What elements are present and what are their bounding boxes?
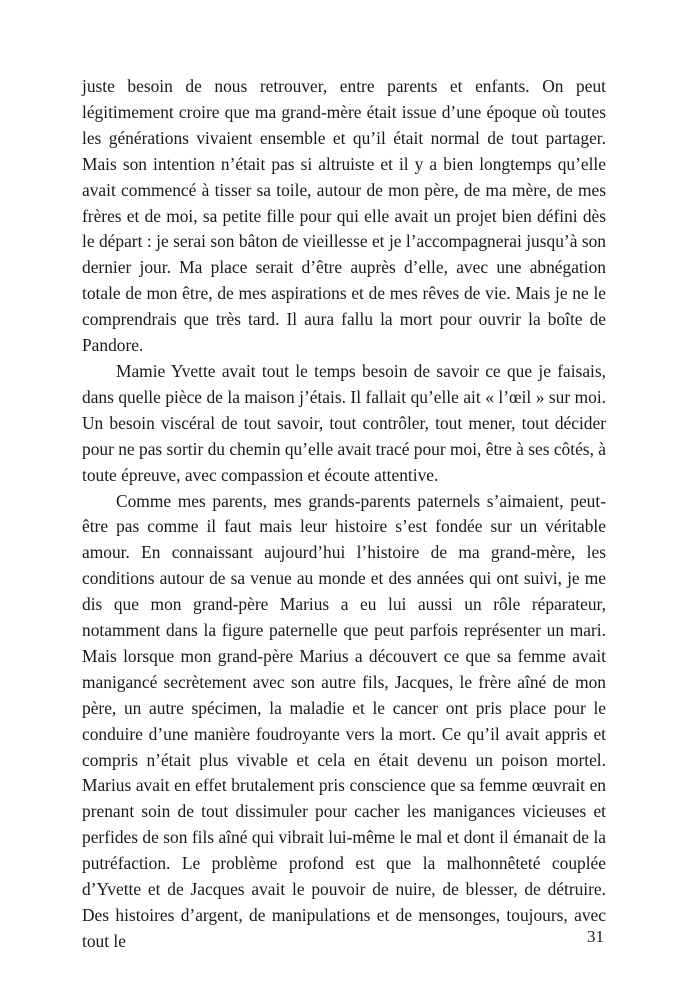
paragraph-1: juste besoin de nous retrouver, entre parents et enfants. On peut légitimement croire que ma grand-mère était issue d’une époque où toutes les générations vivaient ensemble et qu’il était normal de tout partager. Mais son intention n’était pas si altruiste et il y a bien longtemps qu’elle avait commencé à tisser sa toile, autour de mon père, de ma mère, de mes frères et de moi, sa petite fille pour qui elle avait un projet bien défini dès le départ : je serai son bâton de vieillesse et je l’accompagnerai jusqu’à son dernier jour. Ma place serait d’être auprès d’elle, avec une abnégation totale de mon être, de mes aspirations et de mes rêves de vie. Mais je ne le comprendrais que très tard. Il aura fallu la mort pour ouvrir la boîte de Pandore. (82, 76, 606, 356)
body-text (82, 74, 606, 955)
paragraph-2: Mamie Yvette avait tout le temps besoin de savoir ce que je faisais, dans quelle pièce de la maison j’étais. Il fallait qu’elle ait « l’œil » sur moi. Un besoin viscéral de tout savoir, tout contrôler, tout mener, tout décider pour ne pas sortir du chemin qu’elle avait tracé pour moi, être à ses côtés, à toute épreuve, avec compassion et écoute attentive. (82, 360, 606, 485)
page-number: 31 (587, 927, 604, 946)
paragraph-3: Comme mes parents, mes grands-parents paternels s’aimaient, peut-être pas comme il faut mais leur histoire s’est fondée sur un véritable amour. En connaissant aujourd’hui l’histoire de ma grand-mère, les conditions autour de sa venue au monde et des années qui ont suivi, je me dis que mon grand-père Marius a eu lui aussi un rôle réparateur, notamment dans la figure paternelle que peut parfois représenter un mari. Mais lorsque mon grand-père Marius a découvert ce que sa femme avait manigancé secrètement avec son autre fils, Jacques, le frère aîné de mon père, un autre spécimen, la maladie et le cancer ont pris place pour le conduire d’une manière foudroyante vers la mort. Ce qu’il avait appris et compris n’était plus vivable et cela en était devenu un poison mortel. Marius avait en effet brutalement pris conscience que sa femme œuvrait en prenant soin de tout dissimuler pour cacher les manigances vicieuses et perfides de son fils aîné qui vibrait lui-même le mal et dont il émanait de la putréfaction. Le problème profond est que la malhonnêteté couplée d’Yvette et de Jacques avait le pouvoir de nuire, de blesser, de détruire. Des histoires d’argent, de manipulations et de mensonges, toujours, avec tout le (82, 490, 606, 951)
